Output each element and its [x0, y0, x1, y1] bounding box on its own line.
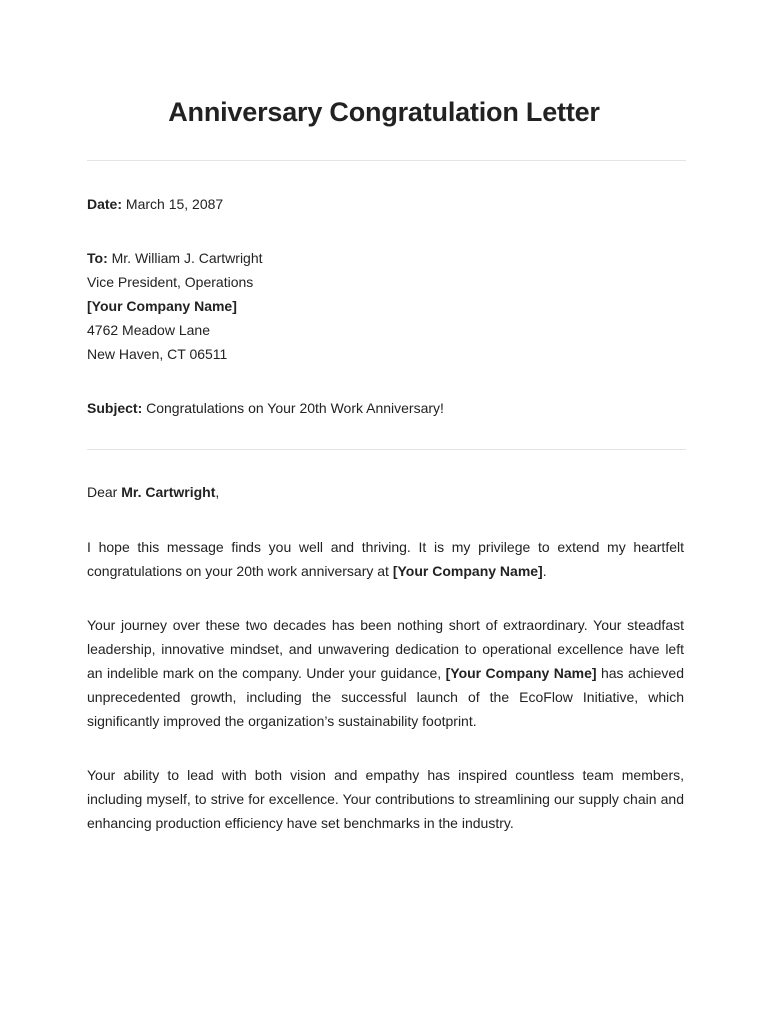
paragraph-1-company: [Your Company Name]	[392, 563, 543, 579]
paragraph-3-text: Your ability to lead with both vision and empathy has inspired countless team members, including myself, to strive for excellence. Your contributions to streamlining our supply chain and enhancing production efficiency have set benchmarks in the industry.	[87, 767, 684, 831]
top-divider	[87, 160, 686, 161]
to-label: To:	[87, 250, 108, 266]
paragraph-1	[87, 535, 684, 583]
subject-value: Congratulations on Your 20th Work Anniversary!	[142, 400, 444, 416]
salutation	[87, 480, 684, 504]
recipient-name-line	[87, 246, 684, 270]
paragraph-2-company: [Your Company Name]	[445, 665, 597, 681]
date-line	[87, 192, 684, 216]
recipient-position: Vice President, Operations	[87, 274, 254, 290]
paragraph-3	[87, 763, 684, 835]
letter-title: Anniversary Congratulation Letter	[168, 97, 600, 127]
recipient-block	[87, 246, 684, 366]
subject-block	[87, 396, 684, 420]
middle-divider	[87, 449, 686, 450]
recipient-city: New Haven, CT 06511	[87, 346, 228, 362]
paragraph-1-text	[87, 535, 684, 583]
recipient-street: 4762 Meadow Lane	[87, 322, 210, 338]
paragraph-2-after: has achieved unprecedented growth, including the successful launch of the EcoFlow Initiative, which significantly improved the organization’s sustainability footprint.	[87, 665, 684, 729]
subject-label: Subject:	[87, 400, 143, 416]
salutation-prefix: Dear	[87, 484, 122, 500]
paragraph-2-text	[87, 613, 684, 733]
paragraph-1-after: .	[542, 563, 547, 579]
paragraph-2-before: Your journey over these two decades has been nothing short of extraordinary. Your steadfast leadership, innovative mindset, and unwavering dedication to operational excellence have left an indelible mark on the company. Under your guidance,	[87, 617, 684, 681]
subject-line	[87, 396, 684, 420]
recipient-name: Mr. William J. Cartwright	[107, 250, 263, 266]
salutation-line	[87, 480, 684, 504]
recipient-company: [Your Company Name]	[87, 298, 237, 314]
date-block	[87, 192, 684, 216]
date-label: Date:	[87, 196, 123, 212]
salutation-suffix: ,	[215, 484, 220, 500]
paragraph-1-before: I hope this message finds you well and thriving. It is my privilege to extend my heartfelt congratulations on your 20th work anniversary at	[87, 539, 684, 579]
salutation-name: Mr. Cartwright	[121, 484, 216, 500]
date-value: March 15, 2087	[122, 196, 224, 212]
paragraph-2	[87, 613, 684, 733]
